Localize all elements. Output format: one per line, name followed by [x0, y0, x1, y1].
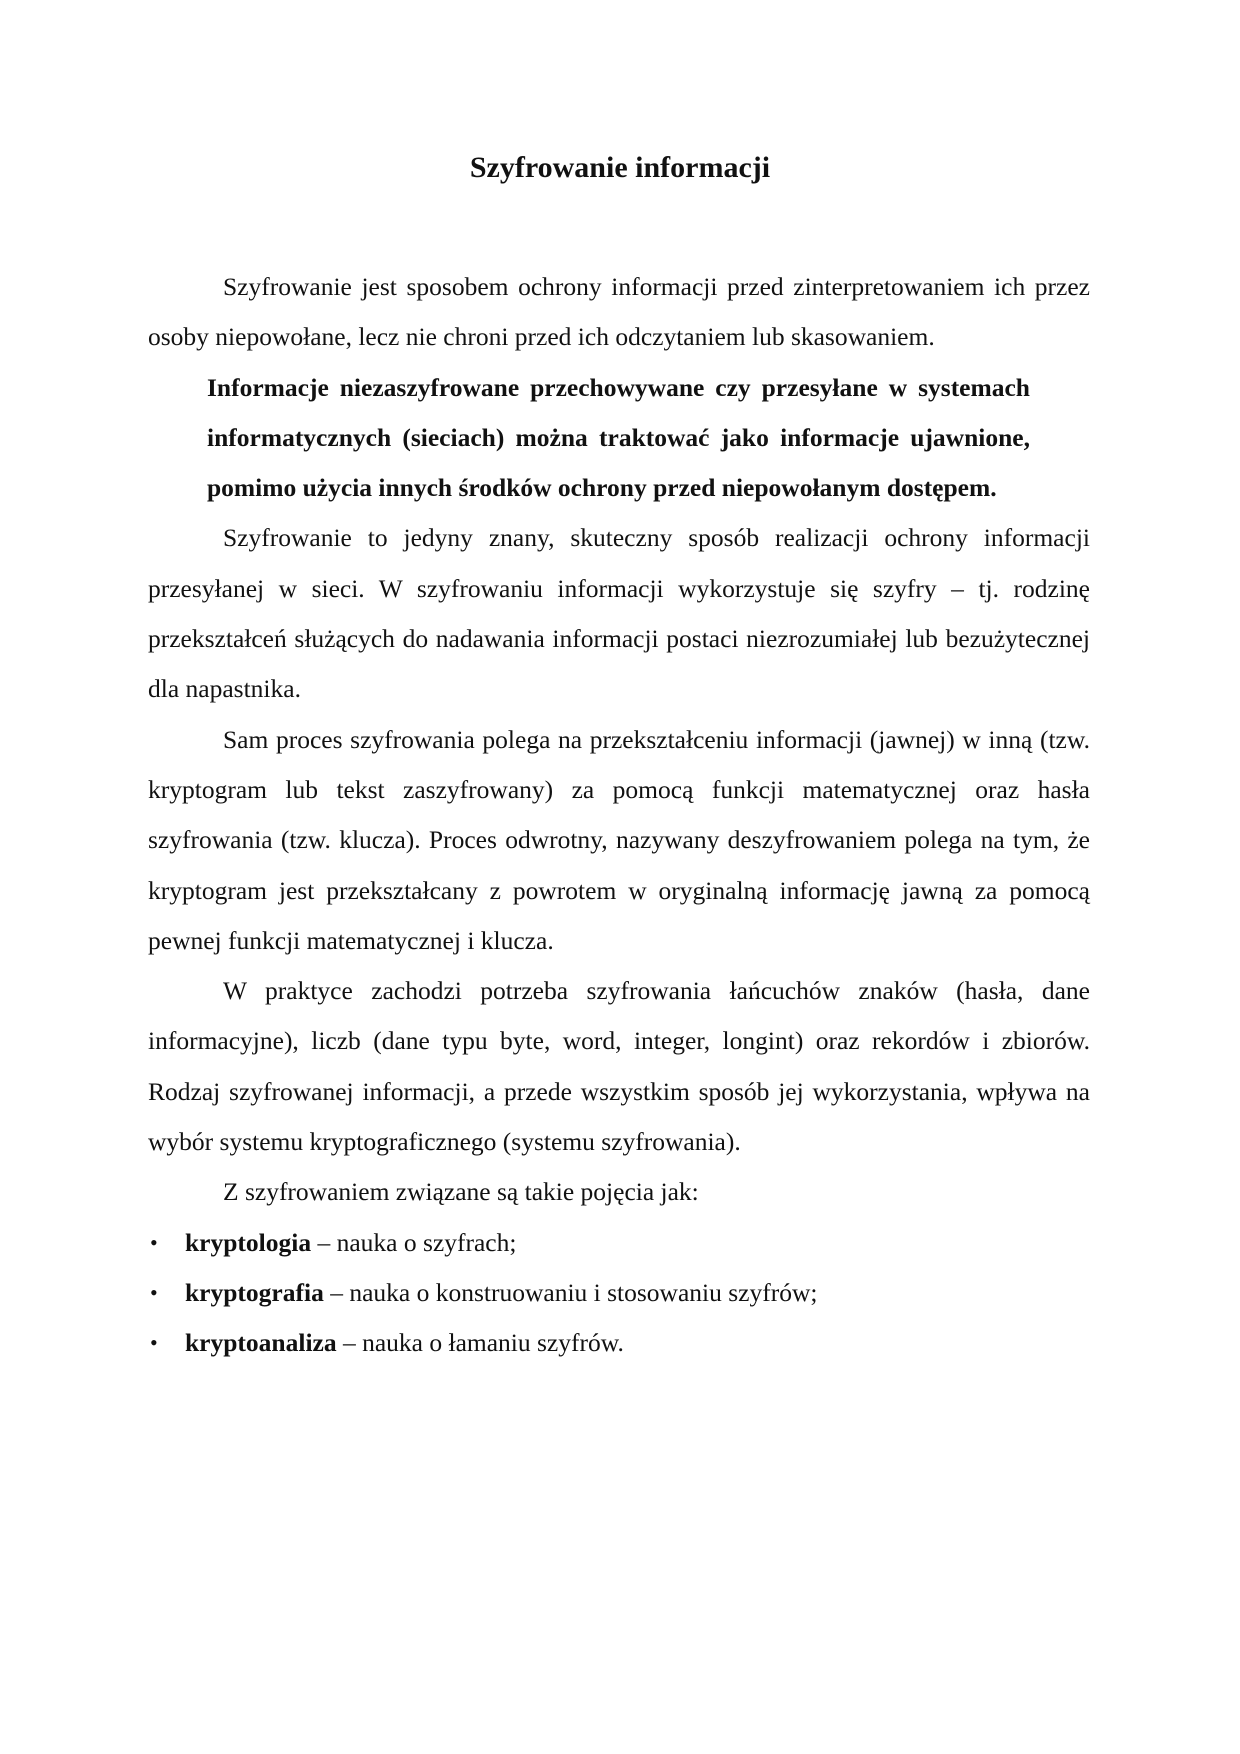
paragraph-process: Sam proces szyfrowania polega na przekształceniu informacji (jawnej) w inną (tzw. kryptogram lub tekst zaszyfrowany) za pomocą funkcji matematycznej oraz hasła szyfrowania (tzw. klucza). Proces odwrotny, nazywany deszyfrowaniem polega na tym, że kryptogram jest przekształcany z powrotem w oryginalną informację jawną za pomocą pewnej funkcji matematycznej i klucza. — [148, 724, 1090, 955]
list-term: kryptologia — [185, 1227, 312, 1257]
bullet-icon: • — [150, 1229, 158, 1255]
document-body — [148, 262, 1090, 1369]
list-item — [148, 1218, 1090, 1268]
bullet-icon: • — [150, 1279, 158, 1305]
paragraph-intro: Szyfrowanie jest sposobem ochrony informacji przed zinterpretowaniem ich przez osoby niepowołane, lecz nie chroni przed ich odczytaniem lub skasowaniem. — [148, 272, 1090, 352]
list-item — [148, 1318, 1090, 1368]
list-term: kryptoanaliza — [185, 1328, 337, 1358]
paragraph-practice: W praktyce zachodzi potrzeba szyfrowania łańcuchów znaków (hasła, dane informacyjne), liczb (dane typu byte, word, integer, longint) oraz rekordów i zbiorów. Rodzaj szyfrowanej informacji, a przede wszystkim sposób jej wykorzystania, wpływa na wybór systemu kryptograficznego (systemu szyfrowania). — [148, 976, 1090, 1157]
list-definition: – nauka o szyfrach; — [311, 1227, 517, 1257]
list-definition: – nauka o łamaniu szyfrów. — [336, 1328, 624, 1358]
list-term: kryptografia — [185, 1277, 324, 1307]
paragraph-concepts-intro: Z szyfrowaniem związane są takie pojęcia jak: — [223, 1177, 699, 1207]
paragraph-only-method: Szyfrowanie to jedyny znany, skuteczny sposób realizacji ochrony informacji przesyłanej w sieci. W szyfrowaniu informacji wykorzystuje się szyfry – tj. rodzinę przekształceń służących do nadawania informacji postaci niezrozumiałej lub bezużytecznej dla napastnika. — [148, 523, 1090, 704]
list-definition: – nauka o konstruowaniu i stosowaniu szyfrów; — [323, 1277, 818, 1307]
document-title: Szyfrowanie informacji — [469, 151, 771, 184]
concepts-list — [148, 1218, 1090, 1369]
list-item — [148, 1268, 1090, 1318]
bullet-icon: • — [150, 1330, 158, 1356]
paragraph-bold-emphasis: Informacje niezaszyfrowane przechowywane czy przesyłane w systemach informatycznych (sieciach) można traktować jako informacje ujawnione, pomimo użycia innych środków ochrony przed niepowołanym dostępem. — [207, 372, 1030, 503]
